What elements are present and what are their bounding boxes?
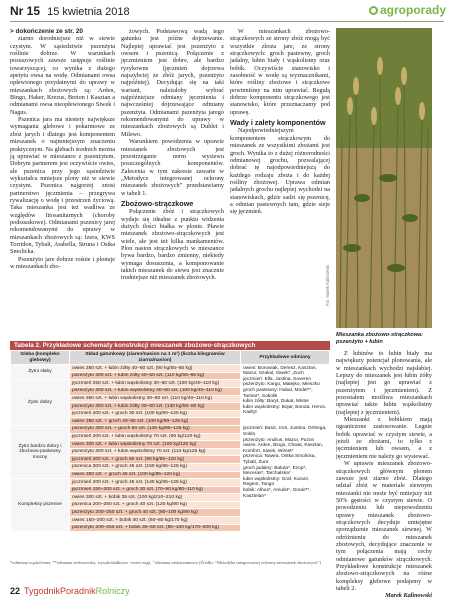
table-footnote: *odmiana wąskolistna, **odmiana zerlinowska, wysokobiałkowe ‘owies nagi, ’’odmiana niskotaninowa (Źródło: “Metodyka integrowanej ochrony mieszanek zbożowych”) (10, 560, 321, 565)
paragraph: żowych. Podstawową wadą tego gatunku jest późne dojrzewanie. Najlepiej uprawiać jest pszenżyto z owsem i pszenicą. Połączenie z jęczmieniem jest dobre, ale bardzo ryzykowne (jęczmień dojrzewa najszybciej ze zbóż jarych, pszenżyto najpóźniej). Decydując się na taki wariant, należałoby wybrać najpóźniejsze odmiany jęczmienia i najwcześniej dojrzewające odmiany pszenżyta. Odmianami pszenżyta jarego rekomendowanymi do uprawy w mieszankach zbożowych są Dublet i Milewo. (121, 28, 224, 138)
paragraph: Z łubinów to łubin biały ma największy potencjał plonowania, ale w mieszankach wychodzi najsłabiej. Lepszy do mieszanek jest łubin żółty (najlepiej jest go uprawiać z pszenżytem i jęczmieniem). Z pozostałem możliwa mieszankach uprawiać także łubin wąskolistny (najlepiej z jęczmieniem). (336, 350, 432, 416)
crop-field-image (336, 28, 432, 328)
paragraph: Pszenżyto jare dobrze rośnie i plonuje w mieszankach zbo- (10, 255, 115, 270)
varieties-cell: owies: Borowiak, Deresz, Kasztan, Mazur, Szakal, Siwek*, Zuch jęczmień: Ella, Justina, Soveren pszenżyto: Kargo, Matejko, Mieszko groch pastewny: Hubal, Model**, Tamiar*, Sokolik łubin żółty: Baryt, Dukat, Mister łubin wąskolistny: Bojar, Boruta, Heros, Kadryl (241, 365, 330, 426)
table-header-row (11, 351, 330, 365)
composition-cell: jęczmień 200 szt. + groch 45 szt. (140 kg/95–125 kg) (70, 479, 241, 487)
article-column-3 (230, 28, 330, 216)
varieties-cell: jęczmień: Basic, Iron, Justina, Orthega, Soldo pszenżyto: Andrus, Mazur, Puzon owies: Arden, Bingo, Chwat, Kasztan, Komfort, Siwek, Wirest* pszenica: Nawra, Ostka Smolicka, Tybalt, Zura groch jadalny: Batuta*, Ezop*, Meceras*, Tarchalska* łubin wąskolistny: Graf, Kurant, Regent, Tango bobik: Albus*, Amulet*, Granit**, Kasztelan* (241, 425, 330, 531)
page-footer (10, 586, 130, 596)
section-heading: Zbożowo-strączkowe (121, 198, 194, 208)
field-photo (336, 28, 432, 328)
composition-cell: owies 150–200 szt. + bobik 40 szt. (60–80 kg/170 kg) (70, 517, 241, 525)
composition-cell: jęczmień 150–200 szt. + groch 30 szt. (70–90 kg/80–110 kg) (70, 486, 241, 494)
issue-info (10, 4, 130, 18)
soil-cell: Żytni słaby (11, 365, 70, 380)
table-title: Tabela 2. Przykładowe schematy konstrukcji mieszanek zbożowo-strączkowych (10, 341, 330, 350)
soil-cell: Żytni dobry (11, 380, 70, 426)
paragraph: Warunkiem powodzenia w uprawie mieszanek zbożowych jest przestrzeganie norm wysiewu poszczególnych komponentów. Zalecenia w tym zakresie zawarte w „Metodyce integrowanej ochrony mieszanek zbożowych” przedstawiamy w tabeli 1. (121, 138, 224, 197)
page-header (0, 0, 454, 24)
brand-circle-icon (369, 6, 378, 15)
author-signature: Marek Kalinowski (385, 592, 432, 600)
composition-cell: pszenica 300 szt. + groch 45 szt. (150 kg/95–125 kg) (70, 463, 241, 471)
article-column-1 (10, 28, 115, 270)
composition-cell: pszenżyto 300 szt. + łubin żółty 40–50 szt. (110 kg/55–65 kg) (70, 372, 241, 380)
soil-cell: Kompleksy pszenne (11, 479, 70, 532)
publication-name-2: Poradnik (60, 586, 96, 596)
composition-cell: pszenżyto 300 szt. + łubin wąskolistny 70 szt. (110 kg/125 kg) (70, 448, 241, 456)
paragraph: W mieszankach zbożowo-strączkowych ze strony zbóż mogą być wszystkie zboża jare, ze strony strączkowych: groch pastewny, groch jadalny, łubin biały i wąskolistny oraz bobik. Oczywiście stanowisko i zasobność w wodę są wyznacznikami, które rośliny zbożowe i strączkowe powinniśmy na nim uprawiać. Regułą dobrze komponentu strączkowego jest stanowisko, które przeznaczamy pod uprawę. (230, 28, 330, 116)
brand-logo (369, 3, 446, 17)
composition-cell: pszenżyto 200–250 szt. + bobik 35–50 szt. (80–100 kg/170–200 kg) (70, 524, 241, 532)
continuation-ref: > dokończenie ze str. 20 (10, 28, 83, 35)
paragraph: Najodpowiedniejszym komponentem strączkowym do mieszanek ze wszystkimi zbożami jest groch. Wynika to z dużej różnorodności odmianowej grochu, pozwalającej dobrać tę najodpowiedniejszą do każdego rodzaju zboża i do każdej rośliny zbożowej. Uprawa odmian jadalnych grochu najlepiej wychodzi na stanowiskach, gdzie sadzi się pszenicę, a odmian pastewnych tam, gdzie sieje się jęczmień. (230, 127, 330, 216)
publication-name-3: Rolniczy (95, 586, 130, 596)
composition-cell: pszenżyto 350 szt. + groch 60 szt. (130 kg/95–125 kg) (70, 425, 241, 433)
composition-cell: pszenżyto 300 szt. + łubin wąskolistny 30–60 szt. (100 kg/40–110 kg) (70, 387, 241, 395)
paragraph: Pszenica jara ma niestety największe wymagania glebowe i pokarmowe ze zbóż jarych i dlatego jest komponentem mieszanek o najmniejszym znaczeniu praktycznym. Na glebach średnich można ją uprawiać w mieszance z pszenżytem. Dobrym partnerem jest oczywiście owies, ale pszenica przy jego sąsiedztwie wykształca mniejsze plony niż w siewie czystym. Pszenica najgorzej znosi partnerstwo jęczmienia – przegrywa rywalizację o wodę i przestrzeń życiową. Taka mieszanka jest też wadliwa ze względów fitosanitarnych (choroby podsuszkowe). Odmianami pszenicy jarej rekomendowanymi do uprawy w mieszankach zbożowych są: Izera, KWS Torridon, Tybalt, Arabella, Struna i Ostka Smolicka. (10, 116, 115, 256)
table-body (11, 365, 330, 532)
page-number: 22 (10, 586, 21, 596)
photo-credit: Fot. Marek Kalinowski (325, 265, 330, 306)
composition-cell: owies 350 szt. + łubin wąskolistny 30–60 szt. (110 kg/40–110 kg) (70, 395, 241, 403)
issue-date: 15 kwietnia 2018 (47, 6, 130, 18)
table-row (11, 365, 330, 373)
publication-name-1: Tygodnik (24, 586, 61, 596)
composition-cell: owies 350 szt. + groch 45 szt. (100 kg/95–120 kg) (70, 471, 241, 479)
paragraph: W uprawie mieszanek zbożowo-strączkowych głównym plonem zawsze jest ziarno zbóż. Dlatego udział zbóż w materiale siewnym mieszanki nie może być mniejszy niż 50% gęstości w czystym siewie. O powodzeniu lub niepowodzeniu uprawy mieszanek zbożowo-strączkowych decyduje umiejętne sporządzenie mieszanek siewnej. W odróżnieniu do mieszanek zbożowych, decydujące znaczenie w tym połączenia mają cechy odmianowe gatunków strączkowych. Przykładowe konstrukcje mieszanek zbożowo-strączkowych na różne kompleksy glebowe podajemy w tabeli 2. (336, 460, 432, 592)
composition-cell: jęczmień 200 szt. + groch 30 szt. (100 kg/90–125 kg) (70, 410, 241, 418)
composition-cell: jęczmień 200 szt. + groch 60 szt. (90 kg/95–120 kg) (70, 456, 241, 464)
issue-number: Nr 15 (10, 4, 41, 18)
table-header: Przykładowe odmiany (241, 351, 330, 365)
composition-cell: pszenżyto 200–250 szt. + groch 40 szt. (80–100 kg/90 kg) (70, 509, 241, 517)
composition-cell: owies 350 szt. + groch 40–55 szt. (100 kg/90–125 kg) (70, 418, 241, 426)
mixture-table (10, 350, 330, 532)
composition-cell: owies 300 szt. + łubin wąskolistny 70 szt. (100 kg/120 kg) (70, 441, 241, 449)
header-rule (10, 21, 444, 22)
soil-cell: Żytni bardzo dobry i zbożowo-pastewny mocny (11, 425, 70, 478)
table-header: Skład gatunkowy (ziaren/nasion na 1 m²) (liczba kilogramów ziarna/nasion) (70, 351, 241, 365)
section-heading: Wady i zalety komponentów (230, 118, 326, 128)
table-header: Gleba (kompleks glebowy) (11, 351, 70, 365)
paragraph: ziarno dorodniejsze niż w siewie czystym. W sąsiedztwie pszenżyta roślinie dobrze. W warunkach posuszowych zawsze ustępuje roślinie towarzyszącej, co wynika z dużego apetytu owsa na wodę. Odmianami owsa opłewionego przydatnymi do uprawy w mieszankach zbożowych są: Arden, Bingo, Haker, Krezus, Breton i Kasztan a odmianami owsa nieopłewionego Siwek i Nagus. (10, 35, 115, 116)
brand-name: agroporady (379, 3, 446, 17)
article-column-4 (336, 350, 432, 600)
paragraph: Połączenie zbóż i strączkowych wydaje się idealne z punktu widzenia dużych ilości białka w plonie. Pławie mieszanek zbożowo-strączkowych jest wiele, ale jest też kilka mankamentów. Plon nasion strączkowych w mieszance bywa bardzo, bardzo zmienny, niekiedy wymaga dosuszenia, a komponowanie takich mieszanek do siewu jest znacznie trudniejsze niż mieszanek zbożowych. (121, 208, 224, 282)
article-column-2 (121, 28, 224, 282)
composition-cell: jęczmień 250 szt. + łubin wąskolistny 30–60 szt. (100 kg/40–110 kg) (70, 380, 241, 388)
composition-cell: pszenżyto 350 szt. + łubin żółty 30–60 szt. (130 kg/50–80 kg) (70, 403, 241, 411)
table-row (11, 425, 330, 433)
photo-caption: Mieszanka zbożowo-strączkowa: pszenżyto + łubin (336, 332, 424, 345)
composition-cell: owies 250 szt. + łubin żółty 40–50 szt. (90 kg/55–65 kg) (70, 365, 241, 373)
paragraph: Mieszanki z bobikiem mają ograniczone zastosowanie. Legnie bobik uprawiać w czystym siewie, a jeżeli ze zbożami, to tylko z jęczmieniem lub owsem, a z jęczmieniem nie należy go wysiewać. (336, 416, 432, 460)
composition-cell: pszenica 200–250 szt. + groch 40 szt. (120 kg/90 kg) (70, 501, 241, 509)
composition-cell: jęczmień 200 szt. + łubin wąskolistny 70 szt. (90 kg/120 kg) (70, 433, 241, 441)
composition-cell: owies 300 szt. + bobik 35 szt. (100 kg/210–210 kg) (70, 494, 241, 502)
